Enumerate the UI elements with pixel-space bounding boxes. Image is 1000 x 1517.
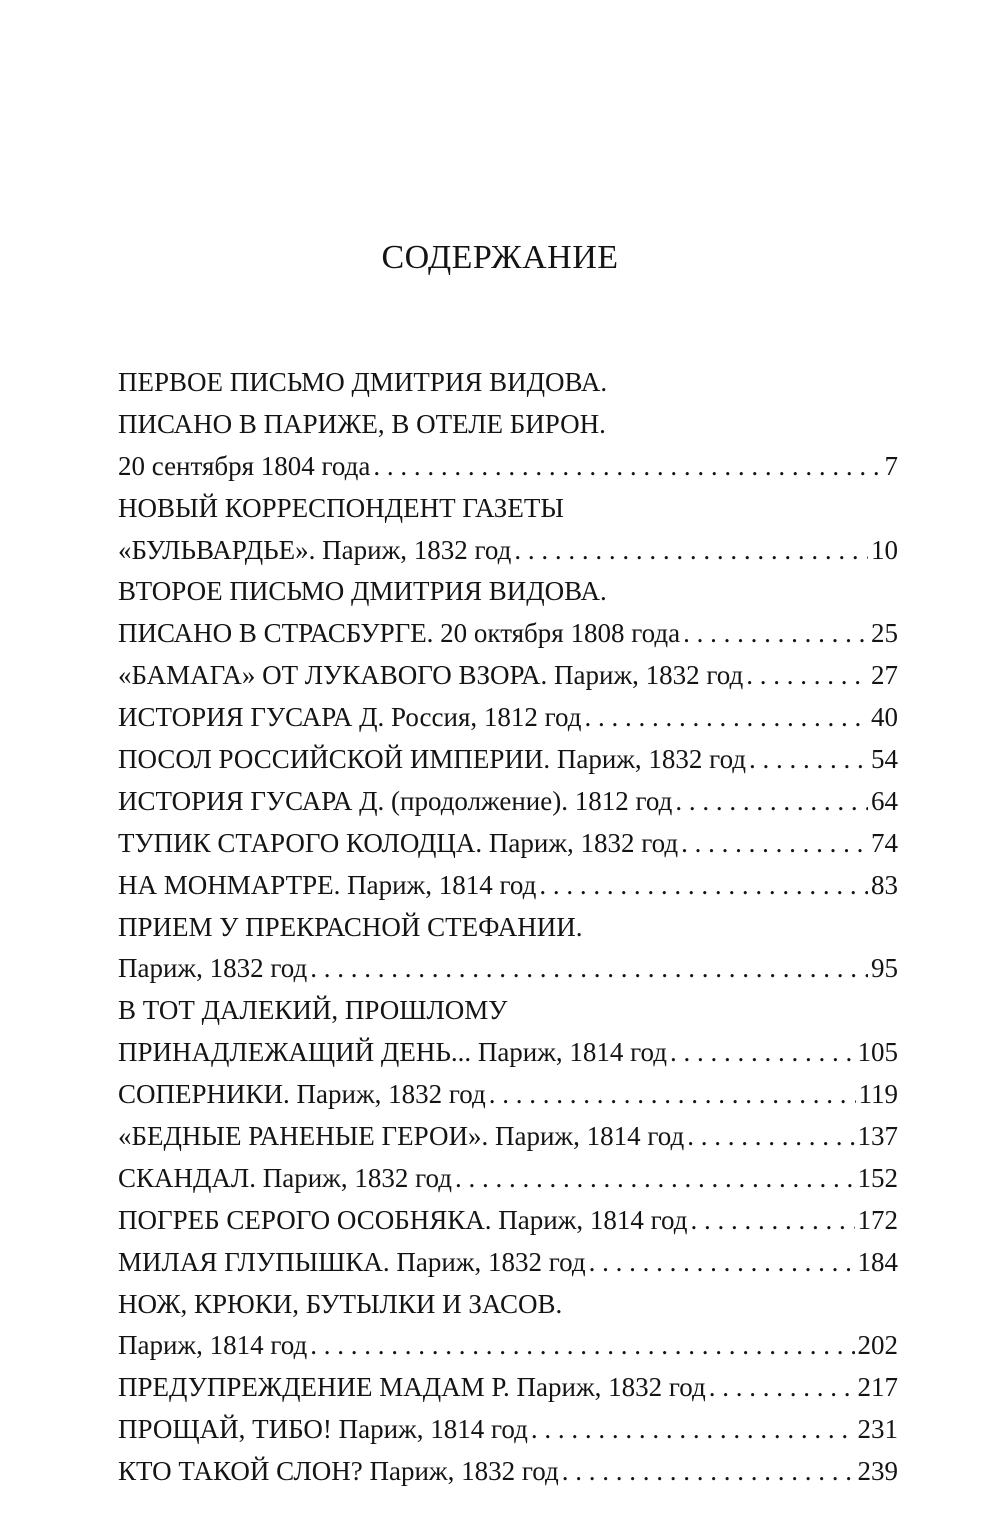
toc-entry-title: ПРОЩАЙ, ТИБО! Париж, 1814 год [118,1414,528,1445]
toc-line [118,781,898,823]
toc-entry-title: МИЛАЯ ГЛУПЫШКА. Париж, 1832 год [118,1246,586,1277]
toc-page-number: 7 [884,450,898,481]
toc-page-number: 105 [857,1037,898,1068]
toc-dot-leader [514,530,868,572]
toc-line [118,488,898,530]
toc-dot-leader [531,1409,855,1451]
toc-entry-title: НА МОНМАРТРЕ. Париж, 1814 год [118,869,537,900]
toc-line [118,362,898,404]
toc-page-number: 74 [871,827,898,858]
toc-entry-title: «БУЛЬВАРДЬЕ». Париж, 1832 год [118,534,512,565]
page-title: СОДЕРЖАНИЕ [381,239,619,276]
toc-line [118,865,898,907]
toc-page-number: 25 [871,618,898,649]
toc-entry-title: СКАНДАЛ. Париж, 1832 год [118,1162,452,1193]
toc-entry-title: Париж, 1832 год [118,953,308,984]
toc-dot-leader [455,1158,855,1200]
toc-dot-leader [310,948,868,990]
toc-page-number: 202 [857,1330,898,1361]
toc-line [118,571,898,613]
toc-entry-title: ПОСОЛ РОССИЙСКОЙ ИМПЕРИИ. Париж, 1832 год [118,744,747,775]
toc-line [118,446,898,488]
toc-entry-title: ПИСАНО В ПАРИЖЕ, В ОТЕЛЕ БИРОН. [118,408,606,439]
toc-entry-title: ТУПИК СТАРОГО КОЛОДЦА. Париж, 1832 год [118,827,679,858]
toc-entry-title: ВТОРОЕ ПИСЬМО ДМИТРИЯ ВИДОВА. [118,576,607,607]
toc-line [118,404,898,446]
toc-dot-leader [709,1367,855,1409]
toc-entry-title: «БЕДНЫЕ РАНЕНЫЕ ГЕРОИ». Париж, 1814 год [118,1121,685,1152]
toc-entry-title: СОПЕРНИКИ. Париж, 1832 год [118,1079,486,1110]
toc-dot-leader [746,655,868,697]
toc-dot-leader [681,823,868,865]
toc-line [118,613,898,655]
toc-entry-title: В ТОТ ДАЛЕКИЙ, ПРОШЛОМУ [118,995,508,1026]
toc-dot-leader [690,1200,854,1242]
toc-entry-title: НОЖ, КРЮКИ, БУТЫЛКИ И ЗАСОВ. [118,1288,563,1319]
toc-entry-title: «БАМАГА» ОТ ЛУКАВОГО ВЗОРА. Париж, 1832 год [118,660,744,691]
toc-entry-title: ПИСАНО В СТРАСБУРГЕ. 20 октября 1808 года [118,618,681,649]
toc-line [118,1284,898,1326]
toc-line [118,1367,898,1409]
toc-dot-leader [539,865,868,907]
toc-line [118,1200,898,1242]
toc-line [118,1032,898,1074]
toc-page-number: 152 [857,1162,898,1193]
toc-page-number: 239 [857,1456,898,1487]
toc-dot-leader [589,1242,855,1284]
toc-line [118,530,898,572]
toc-page-number: 10 [871,534,898,565]
toc-page-number: 184 [857,1246,898,1277]
toc-dot-leader [562,1451,855,1493]
toc-line [118,1451,898,1493]
toc-dot-leader [489,1074,856,1116]
toc-page-number: 40 [871,702,898,733]
toc-page-number: 172 [857,1204,898,1235]
toc-entry-title: КТО ТАКОЙ СЛОН? Париж, 1832 год [118,1456,559,1487]
toc-dot-leader [675,781,868,823]
toc-page-number: 231 [857,1414,898,1445]
toc-entry-title: ПРИНАДЛЕЖАЩИЙ ДЕНЬ... Париж, 1814 год [118,1037,668,1068]
toc-entry-title: ИСТОРИЯ ГУСАРА Д. (продолжение). 1812 год [118,785,673,816]
toc-dot-leader [373,446,881,488]
toc-entry-title: 20 сентября 1804 года [118,450,371,481]
toc-page-number: 95 [871,953,898,984]
toc-page-number: 27 [871,660,898,691]
toc-line [118,1116,898,1158]
toc-entry-title: ПОГРЕБ СЕРОГО ОСОБНЯКА. Париж, 1814 год [118,1204,688,1235]
toc-page-number: 217 [857,1372,898,1403]
toc-dot-leader [670,1032,854,1074]
toc-page-number: 137 [857,1121,898,1152]
toc-line [118,1158,898,1200]
toc-line [118,697,898,739]
toc-dot-leader [749,739,868,781]
toc-line [118,739,898,781]
toc-line [118,907,898,949]
toc-entry-title: НОВЫЙ КОРРЕСПОНДЕНТ ГАЗЕТЫ [118,492,564,523]
toc-line [118,948,898,990]
toc-entry-title: Париж, 1814 год [118,1330,308,1361]
toc-line [118,823,898,865]
toc-dot-leader [683,613,868,655]
toc-entry-title: ИСТОРИЯ ГУСАРА Д. Россия, 1812 год [118,702,582,733]
toc-line [118,1409,898,1451]
toc-dot-leader [310,1325,854,1367]
toc-page-number: 83 [871,869,898,900]
toc-page-number: 54 [871,744,898,775]
toc-entry-title: ПРИЕМ У ПРЕКРАСНОЙ СТЕФАНИИ. [118,911,583,942]
toc-entry-title: ПРЕДУПРЕЖДЕНИЕ МАДАМ Р. Париж, 1832 год [118,1372,706,1403]
toc-page-number: 119 [858,1079,898,1110]
toc-line [118,655,898,697]
toc-page-number: 64 [871,785,898,816]
toc-dot-leader [687,1116,854,1158]
table-of-contents [118,362,898,1493]
toc-line [118,1325,898,1367]
toc-dot-leader [585,697,869,739]
toc-entry-title: ПЕРВОЕ ПИСЬМО ДМИТРИЯ ВИДОВА. [118,367,608,397]
toc-line [118,990,898,1032]
toc-line [118,1074,898,1116]
toc-line [118,1242,898,1284]
